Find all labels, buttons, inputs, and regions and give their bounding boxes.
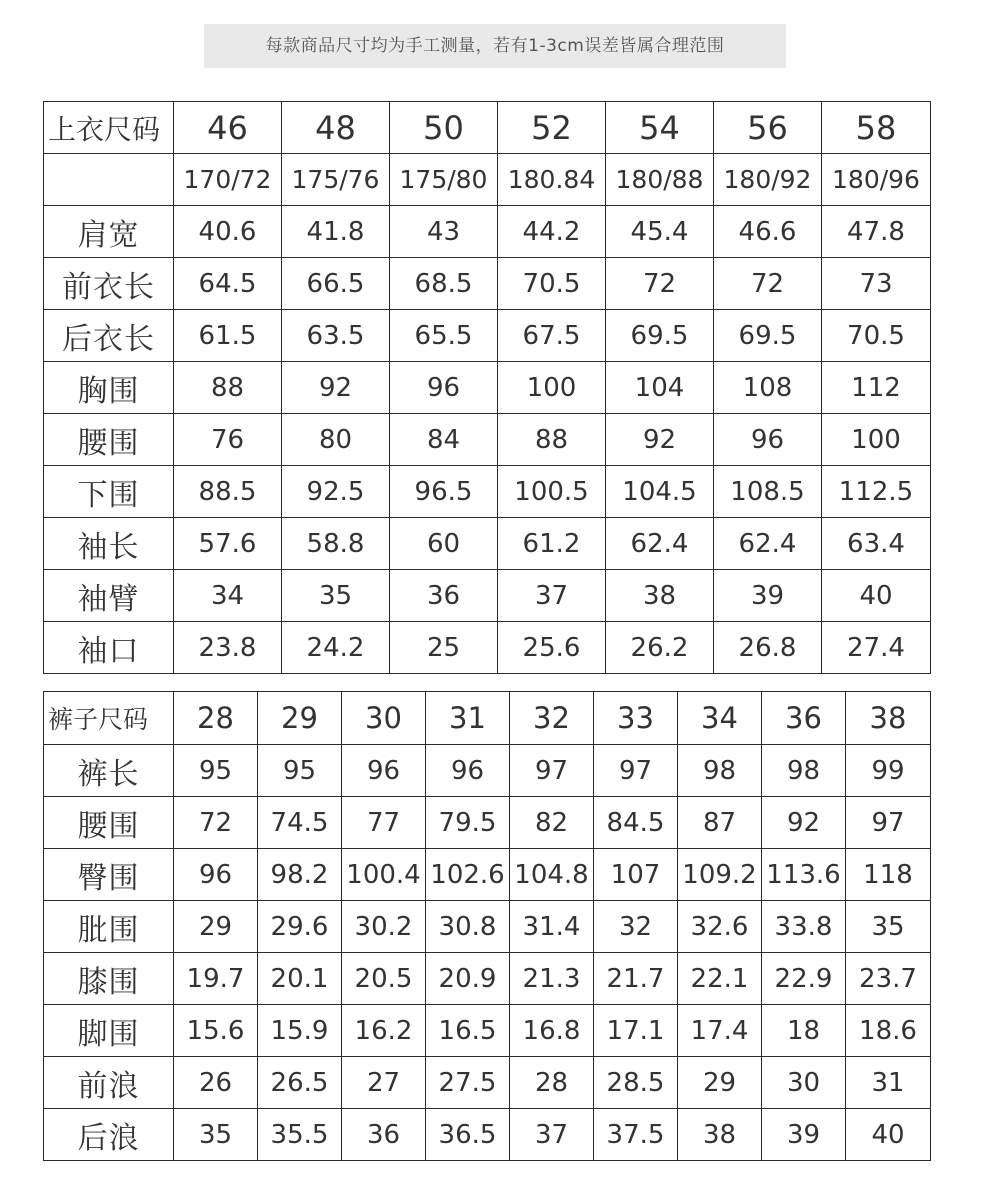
value-cell: 65.5	[390, 310, 498, 362]
value-cell: 67.5	[498, 310, 606, 362]
value-cell: 20.5	[342, 953, 426, 1005]
row-label: 袖口	[44, 622, 174, 674]
value-cell: 96	[342, 745, 426, 797]
value-cell: 58.8	[282, 518, 390, 570]
value-cell: 35.5	[258, 1109, 342, 1161]
value-cell: 29	[174, 901, 258, 953]
value-cell: 37	[498, 570, 606, 622]
value-cell: 98	[678, 745, 762, 797]
value-cell: 37.5	[594, 1109, 678, 1161]
size-row	[44, 692, 931, 745]
value-cell: 27.5	[426, 1057, 510, 1109]
value-cell: 62.4	[714, 518, 822, 570]
height-cell: 170/72	[174, 154, 282, 206]
value-cell: 23.8	[174, 622, 282, 674]
row-label: 臀围	[44, 849, 174, 901]
value-cell: 47.8	[822, 206, 931, 258]
value-cell: 30	[762, 1057, 846, 1109]
value-cell: 96	[174, 849, 258, 901]
size-cell: 50	[390, 102, 498, 154]
value-cell: 57.6	[174, 518, 282, 570]
row-label: 后浪	[44, 1109, 174, 1161]
size-cell: 34	[678, 692, 762, 745]
value-cell: 35	[282, 570, 390, 622]
value-cell: 92	[606, 414, 714, 466]
value-cell: 17.4	[678, 1005, 762, 1057]
value-cell: 104.8	[510, 849, 594, 901]
value-cell: 118	[846, 849, 931, 901]
value-cell: 15.6	[174, 1005, 258, 1057]
value-cell: 24.2	[282, 622, 390, 674]
value-cell: 16.2	[342, 1005, 426, 1057]
value-cell: 69.5	[714, 310, 822, 362]
size-cell: 33	[594, 692, 678, 745]
value-cell: 96	[426, 745, 510, 797]
size-cell: 38	[846, 692, 931, 745]
measurement-notice: 每款商品尺寸均为手工测量，若有1-3cm误差皆属合理范围	[204, 24, 786, 68]
value-cell: 18.6	[846, 1005, 931, 1057]
value-cell: 88	[498, 414, 606, 466]
value-cell: 74.5	[258, 797, 342, 849]
value-cell: 68.5	[390, 258, 498, 310]
value-cell: 73	[822, 258, 931, 310]
value-cell: 21.3	[510, 953, 594, 1005]
value-cell: 98.2	[258, 849, 342, 901]
row-label: 袖臂	[44, 570, 174, 622]
value-cell: 92	[762, 797, 846, 849]
value-cell: 27	[342, 1057, 426, 1109]
value-cell: 107	[594, 849, 678, 901]
value-cell: 18	[762, 1005, 846, 1057]
table-row	[44, 518, 931, 570]
value-cell: 70.5	[822, 310, 931, 362]
height-chest-row	[44, 154, 931, 206]
size-cell: 56	[714, 102, 822, 154]
value-cell: 22.1	[678, 953, 762, 1005]
value-cell: 96	[714, 414, 822, 466]
value-cell: 33.8	[762, 901, 846, 953]
value-cell: 113.6	[762, 849, 846, 901]
value-cell: 44.2	[498, 206, 606, 258]
row-label: 袖长	[44, 518, 174, 570]
value-cell: 23.7	[846, 953, 931, 1005]
height-cell: 180/88	[606, 154, 714, 206]
value-cell: 32	[594, 901, 678, 953]
table-row	[44, 1109, 931, 1161]
value-cell: 98	[762, 745, 846, 797]
row-label: 腰围	[44, 414, 174, 466]
value-cell: 92.5	[282, 466, 390, 518]
value-cell: 39	[762, 1109, 846, 1161]
value-cell: 102.6	[426, 849, 510, 901]
table-row	[44, 745, 931, 797]
row-label: 腰围	[44, 797, 174, 849]
value-cell: 25	[390, 622, 498, 674]
value-cell: 66.5	[282, 258, 390, 310]
top-size-table	[43, 101, 931, 674]
value-cell: 96	[390, 362, 498, 414]
value-cell: 70.5	[498, 258, 606, 310]
value-cell: 63.5	[282, 310, 390, 362]
value-cell: 61.5	[174, 310, 282, 362]
table-row	[44, 414, 931, 466]
value-cell: 29	[678, 1057, 762, 1109]
value-cell: 19.7	[174, 953, 258, 1005]
row-label: 下围	[44, 466, 174, 518]
size-cell: 32	[510, 692, 594, 745]
value-cell: 63.4	[822, 518, 931, 570]
value-cell: 28	[510, 1057, 594, 1109]
value-cell: 60	[390, 518, 498, 570]
size-cell: 36	[762, 692, 846, 745]
value-cell: 40.6	[174, 206, 282, 258]
value-cell: 39	[714, 570, 822, 622]
height-cell: 175/80	[390, 154, 498, 206]
value-cell: 77	[342, 797, 426, 849]
size-cell: 52	[498, 102, 606, 154]
value-cell: 31.4	[510, 901, 594, 953]
value-cell: 99	[846, 745, 931, 797]
value-cell: 109.2	[678, 849, 762, 901]
value-cell: 30.2	[342, 901, 426, 953]
value-cell: 41.8	[282, 206, 390, 258]
value-cell: 45.4	[606, 206, 714, 258]
table-row	[44, 953, 931, 1005]
value-cell: 26.5	[258, 1057, 342, 1109]
value-cell: 36	[390, 570, 498, 622]
size-row	[44, 102, 931, 154]
value-cell: 22.9	[762, 953, 846, 1005]
value-cell: 79.5	[426, 797, 510, 849]
value-cell: 28.5	[594, 1057, 678, 1109]
row-label: 肩宽	[44, 206, 174, 258]
value-cell: 97	[846, 797, 931, 849]
value-cell: 100.4	[342, 849, 426, 901]
value-cell: 20.1	[258, 953, 342, 1005]
table-row	[44, 622, 931, 674]
value-cell: 72	[714, 258, 822, 310]
size-cell: 58	[822, 102, 931, 154]
size-cell: 48	[282, 102, 390, 154]
value-cell: 69.5	[606, 310, 714, 362]
value-cell: 16.5	[426, 1005, 510, 1057]
value-cell: 20.9	[426, 953, 510, 1005]
value-cell: 46.6	[714, 206, 822, 258]
value-cell: 84	[390, 414, 498, 466]
value-cell: 76	[174, 414, 282, 466]
value-cell: 95	[174, 745, 258, 797]
value-cell: 82	[510, 797, 594, 849]
value-cell: 25.6	[498, 622, 606, 674]
size-cell: 54	[606, 102, 714, 154]
value-cell: 61.2	[498, 518, 606, 570]
value-cell: 26.2	[606, 622, 714, 674]
value-cell: 108.5	[714, 466, 822, 518]
height-cell: 180/96	[822, 154, 931, 206]
value-cell: 87	[678, 797, 762, 849]
size-cell: 28	[174, 692, 258, 745]
table-row	[44, 310, 931, 362]
value-cell: 34	[174, 570, 282, 622]
top-header-label: 上衣尺码	[44, 102, 174, 154]
height-cell: 175/76	[282, 154, 390, 206]
value-cell: 21.7	[594, 953, 678, 1005]
size-cell: 30	[342, 692, 426, 745]
value-cell: 31	[846, 1057, 931, 1109]
pants-size-table	[43, 691, 931, 1161]
value-cell: 38	[678, 1109, 762, 1161]
size-cell: 31	[426, 692, 510, 745]
table-row	[44, 901, 931, 953]
size-cell: 46	[174, 102, 282, 154]
value-cell: 96.5	[390, 466, 498, 518]
table-row	[44, 206, 931, 258]
table-row	[44, 362, 931, 414]
table-row	[44, 466, 931, 518]
value-cell: 97	[510, 745, 594, 797]
row-label: 脚围	[44, 1005, 174, 1057]
value-cell: 17.1	[594, 1005, 678, 1057]
empty-label-cell	[44, 154, 174, 206]
value-cell: 43	[390, 206, 498, 258]
value-cell: 35	[174, 1109, 258, 1161]
value-cell: 84.5	[594, 797, 678, 849]
value-cell: 80	[282, 414, 390, 466]
value-cell: 112	[822, 362, 931, 414]
table-row	[44, 1057, 931, 1109]
row-label: 后衣长	[44, 310, 174, 362]
table-row	[44, 1005, 931, 1057]
row-label: 裤长	[44, 745, 174, 797]
value-cell: 29.6	[258, 901, 342, 953]
height-cell: 180/92	[714, 154, 822, 206]
value-cell: 100	[822, 414, 931, 466]
value-cell: 88	[174, 362, 282, 414]
value-cell: 62.4	[606, 518, 714, 570]
value-cell: 64.5	[174, 258, 282, 310]
value-cell: 72	[606, 258, 714, 310]
value-cell: 72	[174, 797, 258, 849]
size-cell: 29	[258, 692, 342, 745]
value-cell: 104	[606, 362, 714, 414]
value-cell: 35	[846, 901, 931, 953]
value-cell: 16.8	[510, 1005, 594, 1057]
value-cell: 26	[174, 1057, 258, 1109]
row-label: 胸围	[44, 362, 174, 414]
value-cell: 40	[846, 1109, 931, 1161]
row-label: 前衣长	[44, 258, 174, 310]
value-cell: 38	[606, 570, 714, 622]
height-cell: 180.84	[498, 154, 606, 206]
table-row	[44, 797, 931, 849]
value-cell: 15.9	[258, 1005, 342, 1057]
value-cell: 36	[342, 1109, 426, 1161]
table-row	[44, 849, 931, 901]
value-cell: 104.5	[606, 466, 714, 518]
value-cell: 27.4	[822, 622, 931, 674]
value-cell: 97	[594, 745, 678, 797]
value-cell: 108	[714, 362, 822, 414]
pants-header-label: 裤子尺码	[44, 692, 174, 745]
value-cell: 40	[822, 570, 931, 622]
value-cell: 37	[510, 1109, 594, 1161]
row-label: 膝围	[44, 953, 174, 1005]
value-cell: 100.5	[498, 466, 606, 518]
row-label: 肶围	[44, 901, 174, 953]
value-cell: 88.5	[174, 466, 282, 518]
row-label: 前浪	[44, 1057, 174, 1109]
value-cell: 30.8	[426, 901, 510, 953]
value-cell: 100	[498, 362, 606, 414]
value-cell: 95	[258, 745, 342, 797]
table-row	[44, 570, 931, 622]
value-cell: 26.8	[714, 622, 822, 674]
value-cell: 92	[282, 362, 390, 414]
value-cell: 112.5	[822, 466, 931, 518]
value-cell: 36.5	[426, 1109, 510, 1161]
table-row	[44, 258, 931, 310]
value-cell: 32.6	[678, 901, 762, 953]
